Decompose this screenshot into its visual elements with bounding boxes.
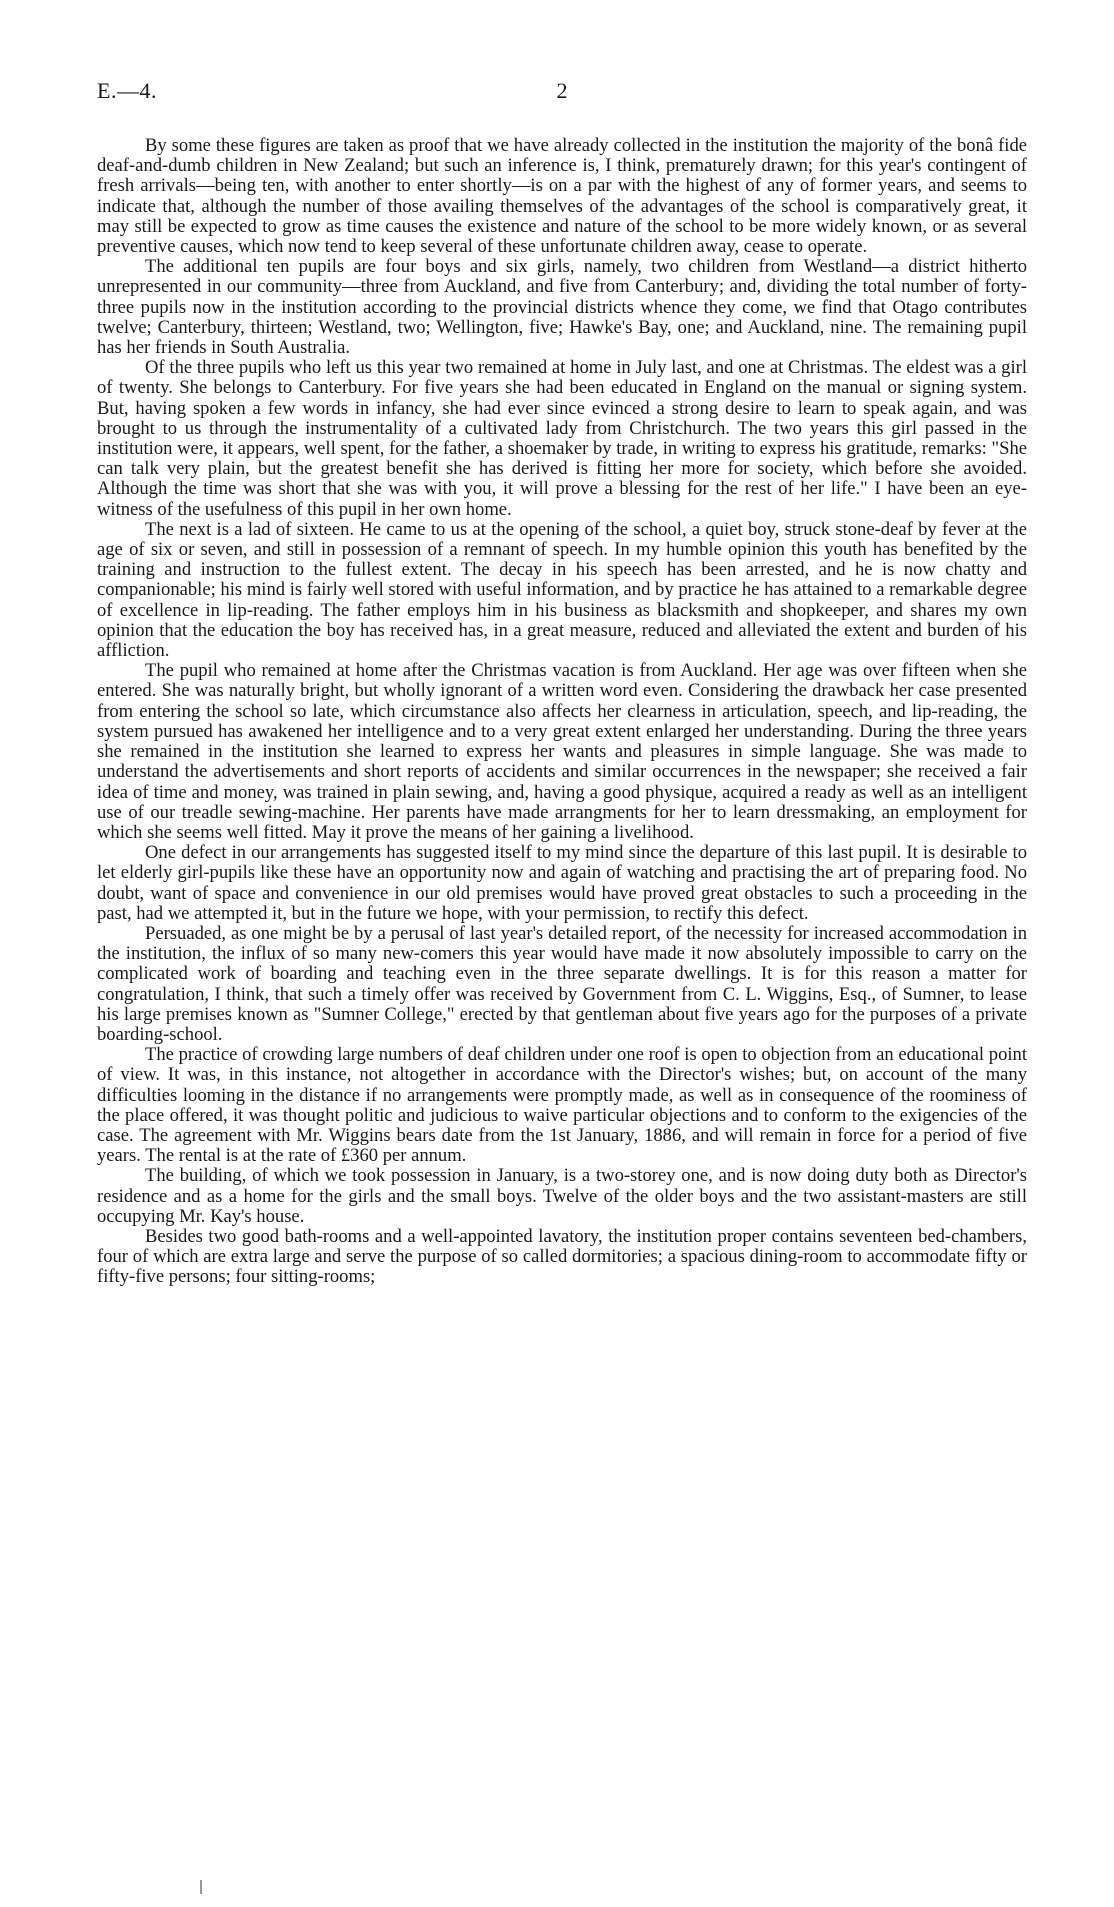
paragraph-9: The building, of which we took possession in January, is a two-storey one, and is now doing duty both as Director's residence and as a home for the girls and the small boys. Twelve of the older boys and the two assistant-masters are still occupying Mr. Kay's house. (97, 1165, 1027, 1227)
document-reference: E.—4. (97, 78, 157, 103)
paragraph-5: The pupil who remained at home after the Christmas vacation is from Auckland. Her age was over fifteen when she entered. She was naturally bright, but wholly ignorant of a written word even. Considering the drawback her case presented from entering the school so late, which circumstance also affects her clearness in articulation, speech, and lip-reading, the system pursued has awakened her intelligence and to a very great extent enlarged her understanding. During the three years she remained in the institution she learned to express her wants and pleasures in simple language. She was made to understand the advertisements and short reports of accidents and similar occurrences in the newspaper; she received a fair idea of time and money, was trained in plain sewing, and, having a good physique, acquired a ready as well as an intelligent use of our treadle sewing-machine. Her parents have made arrangments for her to learn dressmaking, an employment for which she seems well fitted. May it prove the means of her gaining a livelihood. (97, 660, 1027, 843)
body-text (97, 136, 1027, 1288)
paragraph-7: Persuaded, as one might be by a perusal of last year's detailed report, of the necessity for increased accommodation in the institution, the influx of so many new-comers this year would have made it now absolutely impossible to carry on the complicated work of boarding and teaching even in the three separate dwellings. It is for this reason a matter for congratulation, I think, that such a timely offer was received by Government from C. L. Wiggins, Esq., of Sumner, to lease his large premises known as "Sumner College," erected by that gentleman about five years ago for the purposes of a private boarding-school. (97, 922, 1027, 1045)
page-header (97, 78, 1027, 108)
paragraph-1: By some these figures are taken as proof that we have already collected in the institution the majority of the bonâ fide deaf-and-dumb children in New Zealand; but such an inference is, I think, prematurely drawn; for this year's contingent of fresh arrivals—being ten, with another to enter shortly—is on a par with the highest of any of former years, and seems to indicate that, although the number of those availing themselves of the advantages of the school is comparatively great, it may still be expected to grow as time causes the existence and nature of the school to be more widely known, or as several preventive causes, which now tend to keep several of these unfortunate children away, cease to operate. (97, 135, 1027, 258)
paragraph-4: The next is a lad of sixteen. He came to us at the opening of the school, a quiet boy, struck stone-deaf by fever at the age of six or seven, and still in possession of a remnant of speech. In my humble opinion this youth has benefited by the training and instruction to the fullest extent. The decay in his speech has been arrested, and he is now chatty and companionable; his mind is fairly well stored with useful information, and by practice he has attained to a remarkable degree of excellence in lip-reading. The father employs him in his business as blacksmith and shopkeeper, and shares my own opinion that the education the boy has received has, in a great measure, reduced and alleviated the extent and burden of his affliction. (97, 518, 1027, 662)
paragraph-2: The additional ten pupils are four boys and six girls, namely, two children from Westland—a district hitherto unrepresented in our community—three from Auckland, and five from Canterbury; and, dividing the total number of forty-three pupils now in the institution according to the provincial districts whence they come, we find that Otago contributes twelve; Canterbury, thirteen; Westland, two; Wellington, five; Hawke's Bay, one; and Auckland, nine. The remaining pupil has her friends in South Australia. (97, 256, 1027, 359)
paragraph-10: Besides two good bath-rooms and a well-appointed lavatory, the institution proper contains seventeen bed-chambers, four of which are extra large and serve the purpose of so called dormitories; a spacious dining-room to accommodate fifty or fifty-five persons; four sitting-rooms; (97, 1225, 1027, 1288)
page-edge-mark (200, 1880, 202, 1894)
paragraph-8: The practice of crowding large numbers of deaf children under one roof is open to objection from an educational point of view. It was, in this instance, not altogether in accordance with the Director's wishes; but, on account of the many difficulties looming in the distance if no arrangements were promptly made, as well as in consequence of the roominess of the place offered, it was thought politic and judicious to waive particular objections and to conform to the exigencies of the case. The agreement with Mr. Wiggins bears date from the 1st January, 1886, and will remain in force for a period of five years. The rental is at the rate of £360 per annum. (97, 1044, 1027, 1167)
paragraph-6: One defect in our arrangements has suggested itself to my mind since the departure of this last pupil. It is desirable to let elderly girl-pupils like these have an opportunity now and again of watching and practising the art of preparing food. No doubt, want of space and convenience in our old premises would have proved great obstacles to such a proceeding in the past, had we attempted it, but in the future we hope, with your permission, to rectify this defect. (97, 842, 1027, 924)
paragraph-3: Of the three pupils who left us this year two remained at home in July last, and one at Christmas. The eldest was a girl of twenty. She belongs to Canterbury. For five years she had been educated in England on the manual or signing system. But, having spoken a few words in infancy, she had ever since evinced a strong desire to learn to speak again, and was brought to us through the instrumentality of a cultivated lady from Christchurch. The two years this girl passed in the institution were, it appears, well spent, for the father, a shoemaker by trade, in writing to express his gratitude, remarks: "She can talk very plain, but the greatest benefit she has derived is fitting her more for society, which before she avoided. Although the time was short that she was with you, it will prove a blessing for the rest of her life." I have been an eye-witness of the usefulness of this pupil in her own home. (97, 357, 1027, 520)
page-number: 2 (556, 78, 568, 103)
